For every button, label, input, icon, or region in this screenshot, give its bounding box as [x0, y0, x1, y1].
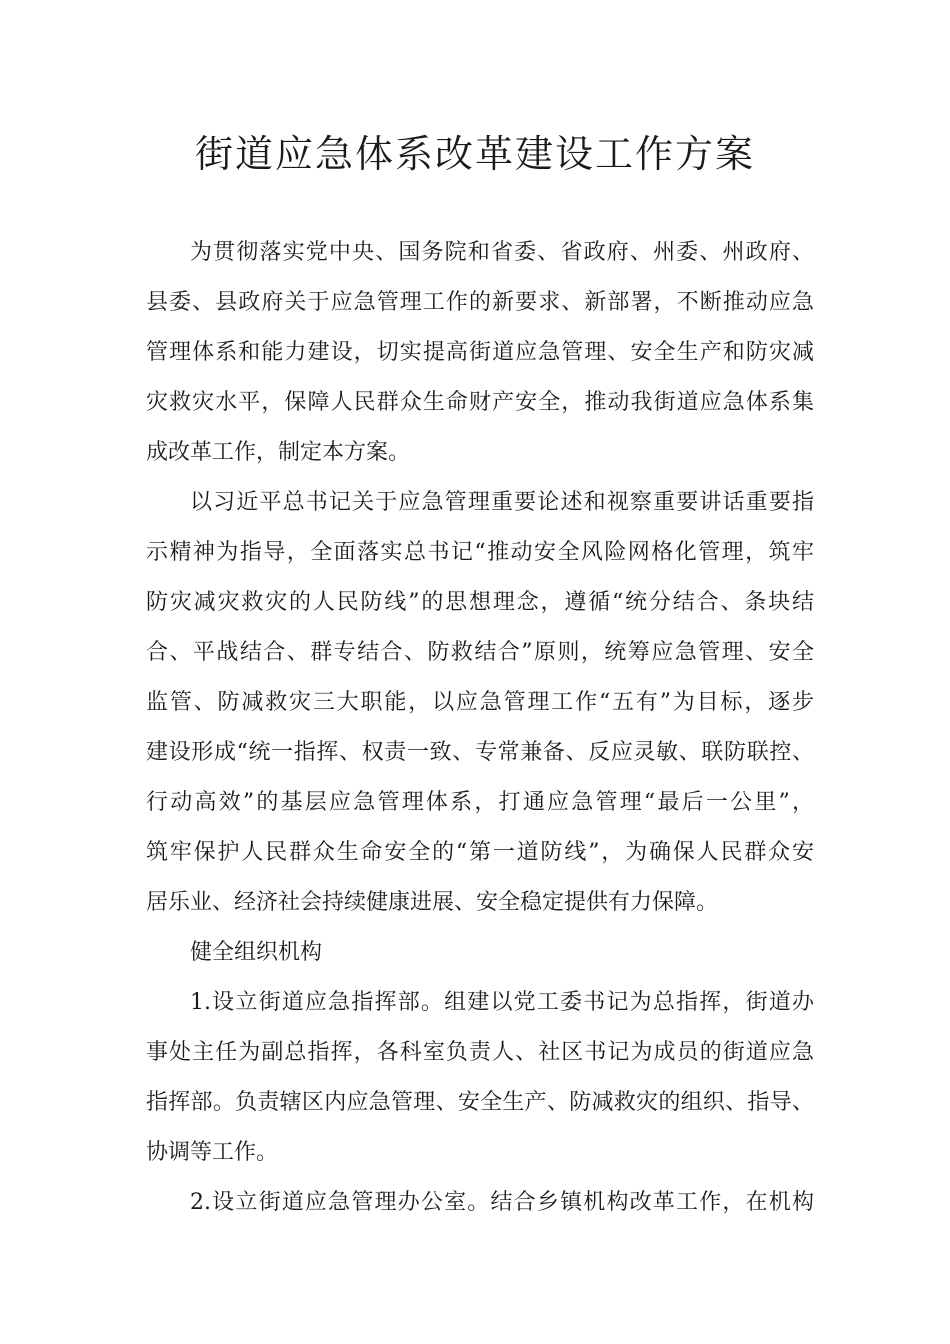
- paragraph-1-line-2: 县委、县政府关于应急管理工作的新要求、新部署，不断推动应急: [146, 290, 814, 315]
- paragraph-1-line-1: 为贯彻落实党中央、国务院和省委、省政府、州委、州政府、: [190, 240, 814, 265]
- paragraph-2-line-6: 建设形成“统一指挥、权责一致、专常兼备、反应灵敏、联防联控、: [146, 740, 814, 765]
- paragraph-2-line-8: 筑牢保护人民群众生命安全的“第一道防线”，为确保人民群众安: [146, 840, 814, 865]
- paragraph-2-line-2: 示精神为指导，全面落实总书记“推动安全风险网格化管理，筑牢: [146, 540, 814, 565]
- paragraph-1-line-5: 成改革工作，制定本方案。: [146, 440, 411, 465]
- paragraph-2-line-9: 居乐业、经济社会持续健康进展、安全稳定提供有力保障。: [146, 890, 719, 915]
- paragraph-2-line-3: 防灾减灾救灾的人民防线”的思想理念，遵循“统分结合、条块结: [146, 590, 814, 615]
- document-title: 街道应急体系改革建设工作方案: [194, 132, 755, 176]
- paragraph-2-line-5: 监管、防减救灾三大职能，以应急管理工作“五有”为目标，逐步: [146, 690, 814, 715]
- document-body: [146, 228, 814, 1228]
- item-1-line-3: 指挥部。负责辖区内应急管理、安全生产、防减救灾的组织、指导、: [146, 1090, 814, 1115]
- paragraph-1-line-4: 灾救灾水平，保障人民群众生命财产安全，推动我街道应急体系集: [146, 390, 814, 415]
- item-1-line-4: 协调等工作。: [146, 1140, 279, 1165]
- section-heading: 健全组织机构: [190, 940, 323, 965]
- item-1-line-1: 1.设立街道应急指挥部。组建以党工委书记为总指挥，街道办: [190, 990, 814, 1015]
- paragraph-1-line-3: 管理体系和能力建设，切实提高街道应急管理、安全生产和防灾减: [146, 340, 814, 365]
- item-1-line-2: 事处主任为副总指挥，各科室负责人、社区书记为成员的街道应急: [146, 1040, 814, 1065]
- paragraph-2-line-4: 合、平战结合、群专结合、防救结合”原则，统筹应急管理、安全: [146, 640, 814, 665]
- paragraph-2-line-1: 以习近平总书记关于应急管理重要论述和视察重要讲话重要指: [190, 490, 814, 515]
- item-2-line-1: 2.设立街道应急管理办公室。结合乡镇机构改革工作，在机构: [190, 1190, 814, 1215]
- paragraph-2-line-7: 行动高效”的基层应急管理体系，打通应急管理“最后一公里”，: [146, 790, 814, 815]
